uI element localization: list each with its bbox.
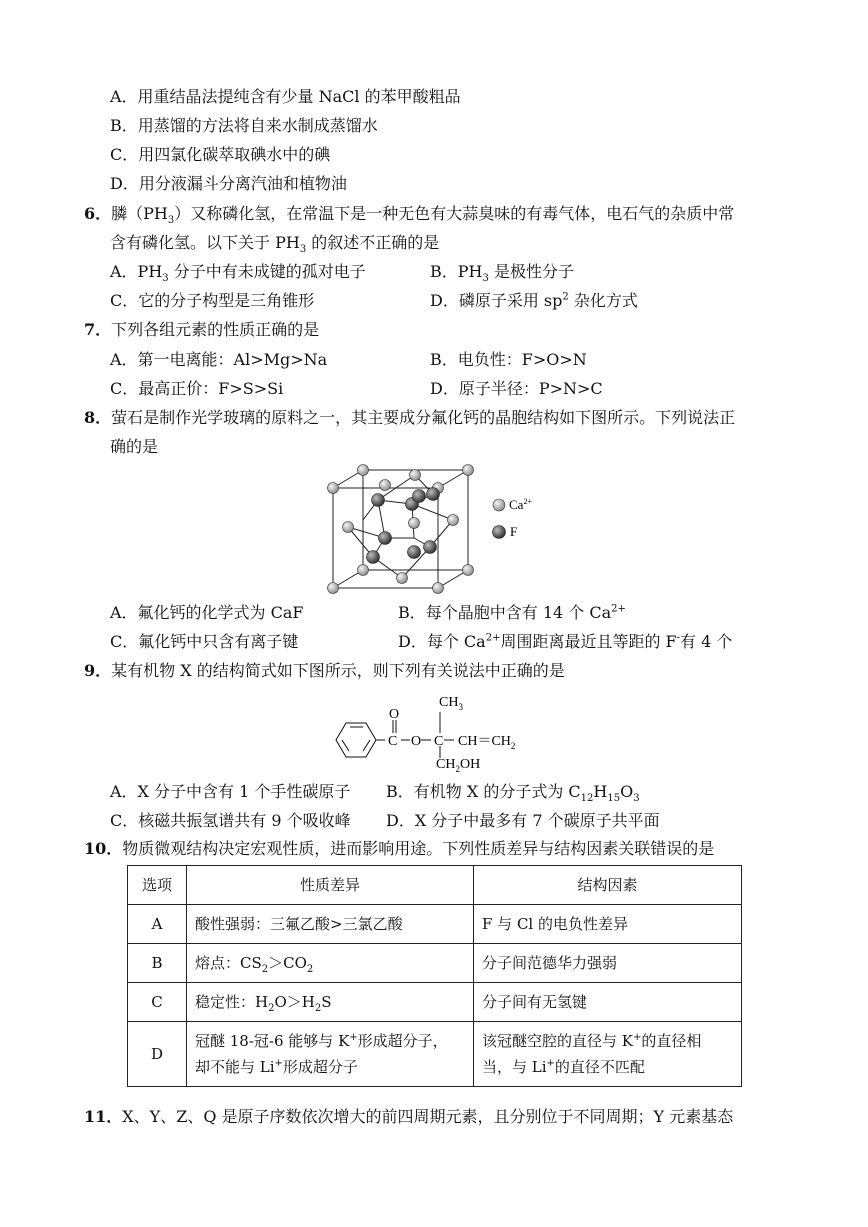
legend-calcium-label: $Ca^{2+}$	[509, 497, 532, 512]
q10-stem-text: 物质微观结构决定宏观性质，进而影响用途。下列性质差异与结构因素关联错误的是	[122, 839, 715, 858]
property-structure-table	[127, 865, 742, 1087]
q8-option-a: A．氟化钙的化学式为 CaF	[110, 603, 304, 622]
subscript: 3	[299, 244, 307, 256]
question-number: 8．	[84, 408, 112, 427]
calcium-ions	[328, 465, 474, 594]
q5-option-d: D．用分液漏斗分离汽油和植物油	[110, 174, 347, 193]
q7-option-d: D．原子半径：P>N>C	[430, 379, 603, 398]
q7-stem	[84, 319, 319, 341]
q8-option-c: C．氟化钙中只含有离子键	[110, 632, 299, 651]
q6-option-c: C．它的分子构型是三角锥形	[110, 291, 315, 310]
q9-stem-text: 某有机物 X 的结构简式如下图所示，则下列有关说法中正确的是	[111, 661, 565, 680]
superscript: 2	[562, 291, 569, 303]
subscript: 3	[162, 273, 169, 285]
legend-fluoride-label: F	[510, 524, 518, 539]
table-row	[128, 983, 742, 1022]
q9-option-b	[386, 781, 640, 803]
subscript: 15	[607, 793, 621, 805]
q7-option-b: B．电负性：F>O>N	[430, 350, 587, 369]
header-structure: 结构因素	[474, 866, 742, 905]
fluoride-ions	[367, 488, 440, 564]
option-text: B．有机物 X 的分子式为 C	[386, 782, 581, 801]
row-property: 冠醚 18-冠-6 能够与 K+形成超分子， 却不能与 Li+形成超分子	[187, 1022, 474, 1087]
row-structure: 分子间范德华力强弱	[474, 944, 742, 983]
row-structure: 该冠醚空腔的直径与 K+的直径相 当，与 Li+的直径不匹配	[474, 1022, 742, 1087]
option-text: D．每个 Ca	[398, 632, 486, 651]
structural-formula	[330, 688, 560, 772]
superscript: -	[676, 632, 681, 644]
row-label: A	[128, 905, 187, 944]
option-text: 分子中有未成键的孤对电子	[168, 262, 366, 281]
row-label: C	[128, 983, 187, 1022]
q6-stem-text: 膦（PH	[111, 204, 168, 223]
subscript: 3	[167, 215, 175, 227]
header-option: 选项	[128, 866, 187, 905]
q5-option-c: C．用四氯化碳萃取碘水中的碘	[110, 145, 331, 164]
q5-option-b: B．用蒸馏的方法将自来水制成蒸馏水	[110, 116, 378, 135]
q11-stem-text: X、Y、Z、Q 是原子序数依次增大的前四周期元素，且分别位于不同周期；Y 元素基态	[122, 1107, 734, 1126]
q8-stem-line1	[84, 407, 735, 429]
q7-option-a: A．第一电离能：Al>Mg>Na	[110, 350, 328, 369]
ester-oxygen: O	[411, 734, 422, 749]
table-row	[128, 1022, 742, 1087]
q6-option-d	[430, 290, 638, 312]
row-structure: F 与 Cl 的电负性差异	[474, 905, 742, 944]
vinyl-group: $CH=CH_2$	[458, 734, 516, 751]
question-number: 7．	[84, 320, 112, 339]
q8-stem-line2: 确的是	[110, 437, 159, 456]
methyl-group: $CH_3$	[439, 695, 463, 712]
option-text: 是极性分子	[488, 262, 574, 281]
q6-stem-line2	[110, 232, 439, 254]
carbonyl-oxygen: O	[389, 707, 400, 722]
superscript: 2+	[485, 632, 501, 644]
q9-option-a: A．X 分子中含有 1 个手性碳原子	[110, 782, 351, 801]
q10-stem	[84, 838, 714, 860]
table-row	[128, 905, 742, 944]
carbonyl-carbon: C	[388, 734, 398, 749]
q6-stem-text: 的叙述不正确的是	[306, 233, 440, 252]
row-property: 熔点：$CS_2>CO_2$	[187, 944, 474, 983]
option-text: A．PH	[110, 262, 163, 281]
superscript: 2+	[611, 603, 626, 615]
q6-option-a	[110, 261, 366, 283]
legend-calcium-marker	[493, 499, 505, 511]
option-text: 周围距离最近且等距的 F	[500, 632, 677, 651]
hydroxymethyl-group: $CH_2OH$	[436, 757, 481, 772]
option-text: D．磷原子采用 sp	[430, 291, 563, 310]
row-structure: 分子间有无氢键	[474, 983, 742, 1022]
q11-stem	[84, 1106, 733, 1128]
option-text: 杂化方式	[568, 291, 638, 310]
table-row	[128, 944, 742, 983]
q6-stem-text: 含有磷化氢。以下关于 PH	[110, 233, 300, 252]
subscript: 3	[482, 273, 489, 285]
option-text: O	[620, 782, 634, 801]
q9-stem	[84, 660, 565, 682]
q7-option-c: C．最高正价：F>S>Si	[110, 379, 284, 398]
question-number: 9．	[84, 661, 112, 680]
row-label: D	[128, 1022, 187, 1087]
q9-option-d: D．X 分子中最多有 7 个碳原子共平面	[386, 811, 660, 830]
q6-stem-line1	[84, 203, 734, 225]
q8-option-b	[398, 602, 626, 624]
q8-stem-text: 萤石是制作光学玻璃的原料之一，其主要成分氟化钙的晶胞结构如下图所示。下列说法正	[111, 408, 736, 427]
option-text: 有 4 个	[680, 632, 733, 651]
table-header-row	[128, 866, 742, 905]
question-number: 11．	[84, 1107, 123, 1126]
option-text: H	[593, 782, 608, 801]
q7-stem-text: 下列各组元素的性质正确的是	[111, 320, 320, 339]
row-label: B	[128, 944, 187, 983]
header-property: 性质差异	[187, 866, 474, 905]
q8-option-d	[398, 631, 732, 653]
option-text: B．每个晶胞中含有 14 个 Ca	[398, 603, 612, 622]
fluorite-crystal-figure	[318, 460, 558, 600]
q6-stem-text: ）又称磷化氢，在常温下是一种无色有大蒜臭味的有毒气体，电石气的杂质中常	[174, 204, 735, 223]
subscript: 3	[633, 793, 640, 805]
row-property: 稳定性：$H_2O>H_2S$	[187, 983, 474, 1022]
q9-option-c: C．核磁共振氢谱共有 9 个吸收峰	[110, 811, 351, 830]
question-number: 10．	[84, 839, 123, 858]
subscript: 12	[580, 793, 594, 805]
benzene-ring	[336, 723, 376, 757]
question-number: 6．	[84, 204, 112, 223]
legend-fluoride-marker	[493, 526, 506, 539]
row-property: 酸性强弱：三氟乙酸>三氯乙酸	[187, 905, 474, 944]
q6-option-b	[430, 261, 574, 283]
quaternary-carbon: C	[434, 734, 444, 749]
option-text: B．PH	[430, 262, 483, 281]
q5-option-a: A．用重结晶法提纯含有少量 NaCl 的苯甲酸粗品	[110, 87, 461, 106]
